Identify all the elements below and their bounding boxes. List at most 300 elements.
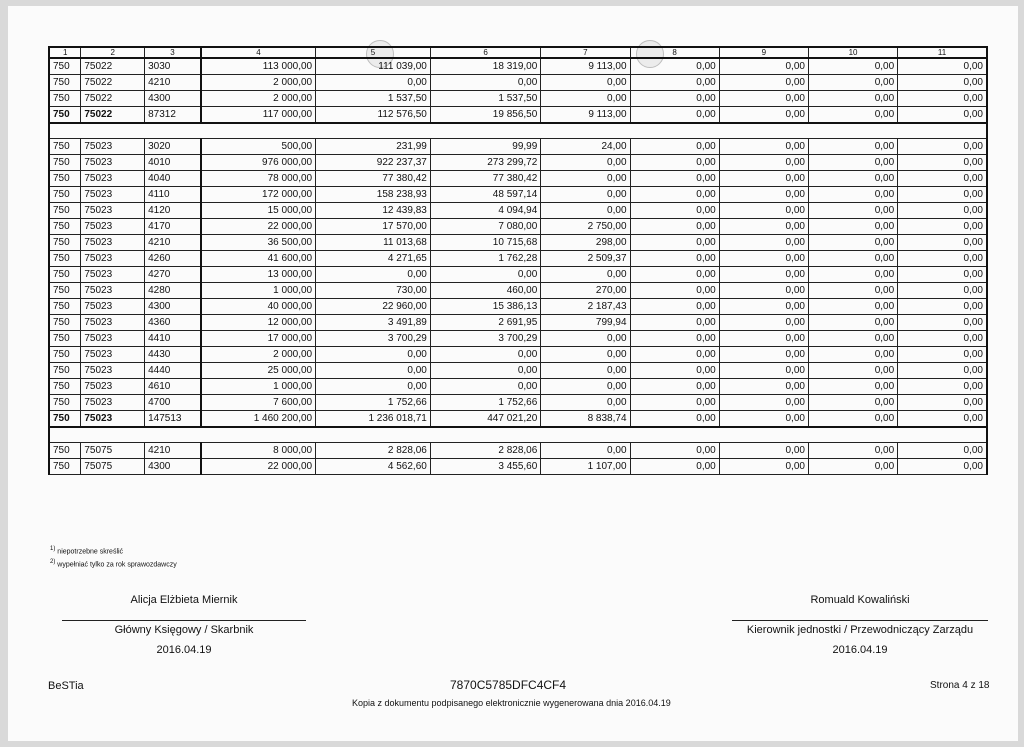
table-cell: 4260 [145,251,201,267]
table-cell: 0,00 [808,315,897,331]
table-cell: 750 [49,267,81,283]
table-cell: 75075 [81,459,145,475]
table-cell: 75023 [81,395,145,411]
table-cell: 750 [49,219,81,235]
table-cell: 0,00 [541,171,630,187]
table-cell: 0,00 [719,107,808,124]
table-cell: 0,00 [719,75,808,91]
footnote-2: $^{2)}$ wypełniać tylko za rok sprawozdawczy [50,559,177,569]
table-cell: 172 000,00 [201,187,316,203]
table-cell: 1 107,00 [541,459,630,475]
table-cell: 75023 [81,331,145,347]
table-cell: 0,00 [541,187,630,203]
table-row [49,395,987,411]
table-cell: 17 000,00 [201,331,316,347]
table-cell: 750 [49,299,81,315]
table-cell: 0,00 [808,267,897,283]
table-cell: 750 [49,235,81,251]
table-cell: 0,00 [898,443,987,459]
table-cell: 113 000,00 [201,58,316,75]
table-cell: 0,00 [719,363,808,379]
table-cell: 4 271,65 [316,251,431,267]
table-cell: 0,00 [630,347,719,363]
table-cell: 0,00 [898,395,987,411]
table-cell: 48 597,14 [430,187,540,203]
column-number: 6 [430,47,540,58]
table-cell: 0,00 [808,379,897,395]
table-cell: 0,00 [316,75,431,91]
table-cell: 0,00 [630,139,719,155]
table-cell: 0,00 [541,443,630,459]
table-cell: 298,00 [541,235,630,251]
document-code: 7870C5785DFC4CF4 [450,678,567,692]
table-cell: 4210 [145,443,201,459]
footnotes [50,544,177,571]
table-cell: 750 [49,331,81,347]
table-cell: 750 [49,283,81,299]
table-row [49,139,987,155]
table-row [49,363,987,379]
table-cell: 0,00 [541,267,630,283]
table-cell: 2 828,06 [316,443,431,459]
table-cell: 0,00 [808,459,897,475]
table-cell: 231,99 [316,139,431,155]
table-row [49,203,987,219]
table-cell: 0,00 [898,187,987,203]
table-cell: 4110 [145,187,201,203]
table-cell: 0,00 [719,219,808,235]
table-cell: 0,00 [898,75,987,91]
table-cell: 0,00 [808,203,897,219]
table-cell: 0,00 [719,459,808,475]
table-cell: 0,00 [630,107,719,124]
table-row [49,155,987,171]
table-cell: 500,00 [201,139,316,155]
table-row [49,459,987,475]
table-cell: 922 237,37 [316,155,431,171]
table-cell: 22 000,00 [201,459,316,475]
table-cell: 77 380,42 [316,171,431,187]
column-number: 11 [898,47,987,58]
table-cell: 750 [49,107,81,124]
table-cell: 4120 [145,203,201,219]
table-cell: 4 562,60 [316,459,431,475]
table-cell: 1 460 200,00 [201,411,316,428]
table-cell: 460,00 [430,283,540,299]
table-cell: 112 576,50 [316,107,431,124]
table-cell: 0,00 [719,235,808,251]
table-cell: 2 187,43 [541,299,630,315]
table-cell: 750 [49,91,81,107]
table-cell: 2 000,00 [201,91,316,107]
table-cell: 0,00 [541,91,630,107]
table-cell: 4300 [145,91,201,107]
table-cell: 2 828,06 [430,443,540,459]
table-cell: 75023 [81,347,145,363]
table-cell: 0,00 [430,267,540,283]
table-row [49,235,987,251]
table-cell: 0,00 [719,251,808,267]
table-cell: 4430 [145,347,201,363]
table-cell: 3 700,29 [430,331,540,347]
table-cell: 0,00 [719,443,808,459]
table-cell: 0,00 [808,363,897,379]
table-cell: 0,00 [630,315,719,331]
table-cell: 0,00 [898,283,987,299]
table-cell: 0,00 [430,363,540,379]
table-cell: 2 509,37 [541,251,630,267]
column-number: 7 [541,47,630,58]
table-row [49,443,987,459]
table-cell: 75023 [81,139,145,155]
group-separator [49,123,987,139]
table-row [49,91,987,107]
table-cell: 0,00 [808,443,897,459]
table-cell: 0,00 [719,139,808,155]
table-cell: 41 600,00 [201,251,316,267]
table-cell: 117 000,00 [201,107,316,124]
table-cell: 1 762,28 [430,251,540,267]
signer-name: Romuald Kowaliński [810,594,910,606]
table-cell: 75023 [81,203,145,219]
table-cell: 0,00 [430,75,540,91]
table-cell: 750 [49,347,81,363]
table-cell: 4410 [145,331,201,347]
table-cell: 0,00 [630,219,719,235]
table-cell: 78 000,00 [201,171,316,187]
table-cell: 2 691,95 [430,315,540,331]
table-cell: 0,00 [898,219,987,235]
table-cell: 0,00 [316,363,431,379]
table-cell: 2 000,00 [201,75,316,91]
table-cell: 0,00 [808,139,897,155]
table-cell: 0,00 [898,58,987,75]
table-cell: 75022 [81,58,145,75]
table-cell: 0,00 [630,443,719,459]
table-row [49,331,987,347]
table-cell: 0,00 [719,203,808,219]
table-cell: 273 299,72 [430,155,540,171]
table-cell: 4210 [145,75,201,91]
table-cell: 36 500,00 [201,235,316,251]
signature-date: 2016.04.19 [156,644,212,656]
budget-execution-table [48,46,988,475]
table-cell: 1 000,00 [201,283,316,299]
table-cell: 0,00 [719,267,808,283]
table-cell: 976 000,00 [201,155,316,171]
table-cell: 15 000,00 [201,203,316,219]
app-name: BeSTia [48,680,84,692]
column-number-header [49,47,987,58]
table-cell: 750 [49,363,81,379]
table-cell: 0,00 [808,91,897,107]
table-cell: 0,00 [630,235,719,251]
footnote-1: $^{1)}$ niepotrzebne skreślić [50,546,124,556]
table-cell: 0,00 [630,411,719,428]
table-cell: 4610 [145,379,201,395]
table-cell: 0,00 [808,155,897,171]
table-cell: 3020 [145,139,201,155]
table-cell: 0,00 [808,411,897,428]
table-cell: 0,00 [719,379,808,395]
table-cell: 75023 [81,299,145,315]
table-cell: 1 000,00 [201,379,316,395]
table-cell: 0,00 [719,58,808,75]
table-cell: 0,00 [808,75,897,91]
table-cell: 0,00 [541,379,630,395]
table-cell: 18 319,00 [430,58,540,75]
table-cell: 75023 [81,315,145,331]
table-cell: 0,00 [808,283,897,299]
table-cell: 2 000,00 [201,347,316,363]
table-cell: 0,00 [808,219,897,235]
column-number: 8 [630,47,719,58]
table-row [49,58,987,75]
table-cell: 75023 [81,283,145,299]
table-cell: 0,00 [541,155,630,171]
table-cell: 4010 [145,155,201,171]
table-cell: 750 [49,379,81,395]
table-cell: 17 570,00 [316,219,431,235]
table-cell: 0,00 [898,331,987,347]
table-cell: 0,00 [808,171,897,187]
table-cell: 15 386,13 [430,299,540,315]
table-cell: 0,00 [630,331,719,347]
table-cell: 25 000,00 [201,363,316,379]
table-cell: 1 537,50 [430,91,540,107]
table-cell: 0,00 [898,235,987,251]
table-cell: 40 000,00 [201,299,316,315]
group-separator [49,427,987,443]
table-cell: 0,00 [898,155,987,171]
table-cell: 7 600,00 [201,395,316,411]
signer-name: Alicja Elżbieta Miernik [130,594,238,606]
table-cell: 75023 [81,251,145,267]
table-cell: 750 [49,139,81,155]
table-cell: 0,00 [316,267,431,283]
signer-role: Kierownik jednostki / Przewodniczący Zarządu [732,620,988,636]
table-cell: 0,00 [808,58,897,75]
table-cell: 0,00 [630,459,719,475]
column-number: 9 [719,47,808,58]
table-cell: 4700 [145,395,201,411]
table-cell: 0,00 [898,107,987,124]
table-cell: 750 [49,58,81,75]
table-cell: 0,00 [898,203,987,219]
table-cell: 0,00 [630,379,719,395]
table-cell: 8 000,00 [201,443,316,459]
table-cell: 0,00 [898,347,987,363]
table-cell: 0,00 [541,331,630,347]
table-cell: 4210 [145,235,201,251]
table-row [49,379,987,395]
table-cell: 19 856,50 [430,107,540,124]
table-row [49,251,987,267]
table-cell: 0,00 [541,203,630,219]
table-cell: 11 013,68 [316,235,431,251]
table-cell: 9 113,00 [541,58,630,75]
table-cell: 0,00 [630,155,719,171]
table-cell: 0,00 [898,91,987,107]
table-cell: 0,00 [808,347,897,363]
table-cell: 75023 [81,155,145,171]
table-cell: 0,00 [719,155,808,171]
table-cell: 75023 [81,363,145,379]
table-cell: 0,00 [541,75,630,91]
table-cell: 111 039,00 [316,58,431,75]
table-cell: 75023 [81,187,145,203]
table-cell: 750 [49,203,81,219]
table-cell: 3 491,89 [316,315,431,331]
table-cell: 0,00 [630,267,719,283]
page-number: Strona 4 z 18 [930,680,990,691]
table-cell: 0,00 [898,251,987,267]
table-cell: 4270 [145,267,201,283]
table-cell: 87312 [145,107,201,124]
table-cell: 0,00 [898,459,987,475]
table-cell: 0,00 [719,315,808,331]
table-cell: 0,00 [630,363,719,379]
table-cell: 24,00 [541,139,630,155]
table-cell: 750 [49,443,81,459]
table-cell: 75075 [81,443,145,459]
table-cell: 3 700,29 [316,331,431,347]
table-cell: 1 752,66 [316,395,431,411]
table-cell: 750 [49,459,81,475]
table-cell: 750 [49,155,81,171]
column-number: 3 [145,47,201,58]
table-cell: 0,00 [898,267,987,283]
table-row [49,267,987,283]
table-row [49,347,987,363]
table-cell: 13 000,00 [201,267,316,283]
table-cell: 0,00 [541,347,630,363]
table-cell: 10 715,68 [430,235,540,251]
table-cell: 730,00 [316,283,431,299]
table-row [49,187,987,203]
column-number: 10 [808,47,897,58]
table-cell: 77 380,42 [430,171,540,187]
table-cell: 147513 [145,411,201,428]
table-cell: 0,00 [808,395,897,411]
signature-left [62,594,306,656]
table-cell: 0,00 [898,139,987,155]
table-row [49,219,987,235]
table-cell: 22 960,00 [316,299,431,315]
table-row [49,171,987,187]
table-cell: 0,00 [316,379,431,395]
table-cell: 158 238,93 [316,187,431,203]
table-cell: 75023 [81,379,145,395]
table-cell: 0,00 [541,395,630,411]
table-cell: 0,00 [719,395,808,411]
table-cell: 750 [49,315,81,331]
table-cell: 0,00 [898,411,987,428]
table-cell: 75023 [81,219,145,235]
table-cell: 4360 [145,315,201,331]
copy-note: Kopia z dokumentu podpisanego elektronicznie wygenerowana dnia 2016.04.19 [352,698,671,708]
table-cell: 750 [49,411,81,428]
table-cell: 75023 [81,411,145,428]
table-cell: 0,00 [898,315,987,331]
table-cell: 4440 [145,363,201,379]
table-cell: 75022 [81,91,145,107]
column-number: 2 [81,47,145,58]
column-number: 5 [316,47,431,58]
table-cell: 8 838,74 [541,411,630,428]
table-cell: 4300 [145,299,201,315]
table-cell: 270,00 [541,283,630,299]
table-cell: 0,00 [719,411,808,428]
table-cell: 4170 [145,219,201,235]
table-cell: 9 113,00 [541,107,630,124]
table-cell: 0,00 [808,251,897,267]
table-cell: 0,00 [630,187,719,203]
table-cell: 0,00 [898,299,987,315]
signer-role: Główny Księgowy / Skarbnik [62,620,306,636]
table-cell: 0,00 [719,171,808,187]
table-cell: 0,00 [719,347,808,363]
table-cell: 75022 [81,107,145,124]
table-cell: 75022 [81,75,145,91]
table-cell: 22 000,00 [201,219,316,235]
table-cell: 75023 [81,267,145,283]
table-cell: 447 021,20 [430,411,540,428]
table-cell: 0,00 [630,58,719,75]
table-cell: 0,00 [898,363,987,379]
table-cell: 0,00 [719,91,808,107]
table-cell: 0,00 [541,363,630,379]
table-cell: 7 080,00 [430,219,540,235]
table-cell: 0,00 [630,203,719,219]
table-row [49,283,987,299]
table-cell: 0,00 [630,91,719,107]
table-cell: 0,00 [719,187,808,203]
table-cell: 0,00 [630,251,719,267]
table-cell: 0,00 [719,331,808,347]
table-cell: 0,00 [898,171,987,187]
table-row [49,75,987,91]
table-cell: 4040 [145,171,201,187]
table-cell: 0,00 [808,187,897,203]
table-cell: 75023 [81,171,145,187]
table-cell: 2 750,00 [541,219,630,235]
table-cell: 0,00 [630,283,719,299]
table-cell: 0,00 [719,283,808,299]
table-cell: 0,00 [808,299,897,315]
table-cell: 1 752,66 [430,395,540,411]
column-number: 1 [49,47,81,58]
table-row [49,299,987,315]
table-cell: 0,00 [316,347,431,363]
table-cell: 0,00 [719,299,808,315]
column-number: 4 [201,47,316,58]
table-cell: 1 236 018,71 [316,411,431,428]
table-cell: 0,00 [430,379,540,395]
table-cell: 799,94 [541,315,630,331]
table-cell: 0,00 [630,299,719,315]
table-cell: 750 [49,251,81,267]
table-cell: 3030 [145,58,201,75]
table-cell: 4 094,94 [430,203,540,219]
table-total-row [49,107,987,124]
table-cell: 3 455,60 [430,459,540,475]
table-cell: 75023 [81,235,145,251]
table-cell: 0,00 [630,75,719,91]
signature-right [732,594,988,656]
signature-date: 2016.04.19 [832,644,888,656]
table-total-row [49,411,987,428]
